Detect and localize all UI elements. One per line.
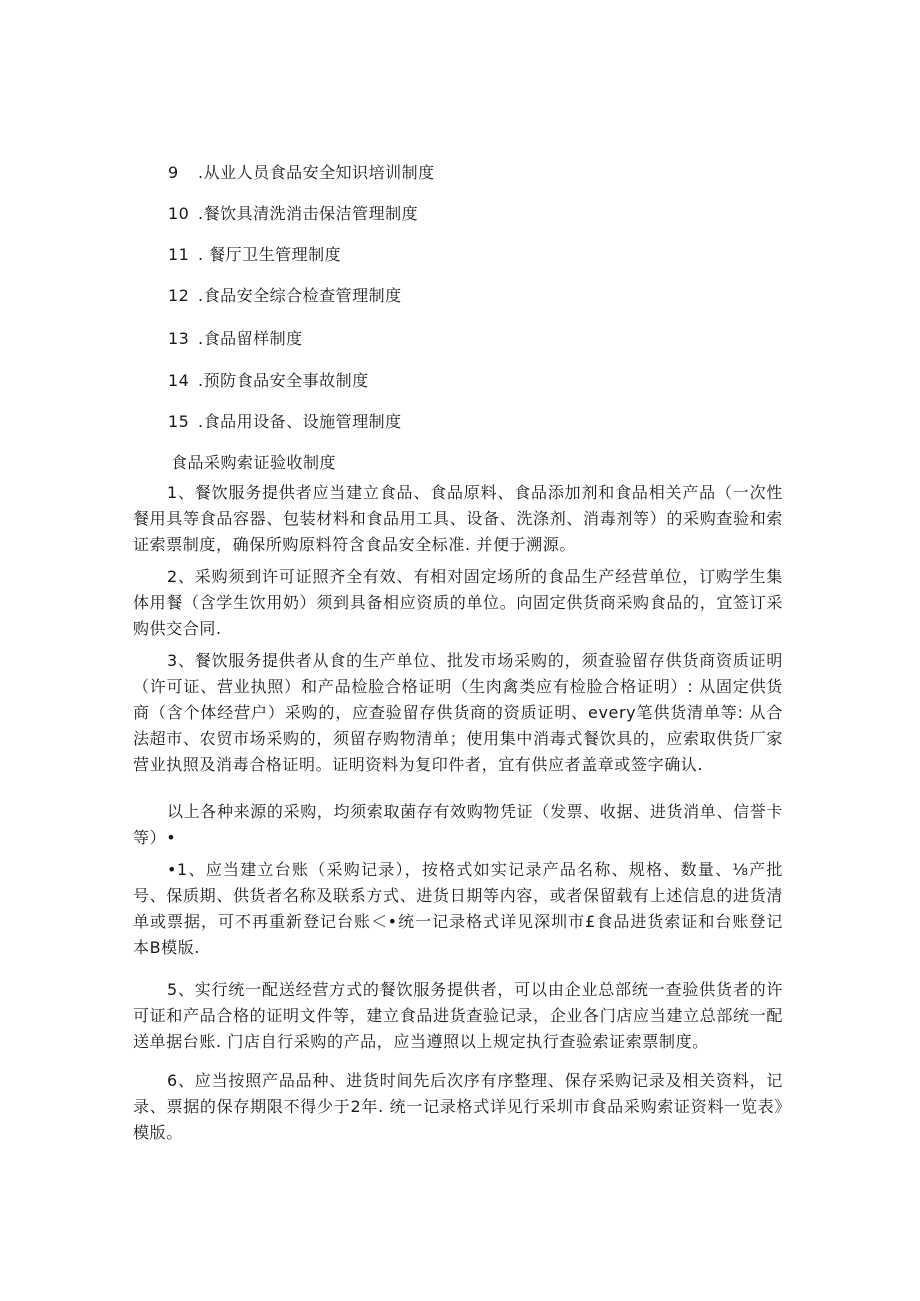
list-item-number: 13 — [168, 329, 190, 348]
list-item-9 — [168, 163, 435, 183]
list-item-text: .预防食品安全事故制度 — [198, 371, 369, 390]
list-item-13 — [168, 329, 303, 349]
paragraph-1: 1、餐饮服务提供者应当建立食品、食品原料、食品添加剂和食品相关产品（一次性餐用具等食品容器、包装材料和食品用工具、设备、洗涤剂、消毒剂等）的采购查验和索证索票制度，确保所购原料符含食品安全标准. 并便于溯源。 — [133, 483, 783, 554]
list-item-number: 14 — [168, 371, 190, 390]
list-item-12 — [168, 286, 402, 306]
list-item-14 — [168, 371, 369, 391]
list-item-number: 11 — [168, 245, 190, 264]
list-item-text: .食品留样制度 — [198, 329, 303, 348]
list-item-text: .餐饮具清洗消击保洁管理制度 — [198, 204, 419, 223]
paragraph-4: 以上各种来源的采购，均须索取菌存有效购物凭证（发票、收据、进货消单、信誉卡等）• — [133, 802, 783, 847]
list-item-number: 12 — [168, 286, 190, 305]
paragraph-3: 3、餐饮服务提供者从食的生产单位、批发市场采购的，须查验留存供货商资质证明（许可证、营业执照）和产品检脸合格证明（生肉禽类应有检脸合格证明）: 从固定供货商（含个体经营户）采购的，应查验留存供货商的资质证明、every笔供货清单等: 从合法超市、农贸市场采购的，须留存购物清单；使用集中消毒式餐饮具的，应索取供货厂家营业执照及消毒合格证明。证明资料为复印件者，宜有供应者盖章或签字确认. — [133, 651, 783, 774]
list-item-text: .从业人员食品安全知识培训制度 — [198, 163, 435, 182]
paragraph-7: 6、应当按照产品品种、进货时间先后次序有序整理、保存采购记录及相关资料，记录、票据的保存期限不得少于2年. 统一记录格式详见行采圳市食品采购索证资料一览表》模版。 — [133, 1071, 783, 1142]
list-item-10 — [168, 204, 418, 224]
list-item-number: 10 — [168, 204, 190, 223]
section-title: 食品采购索证验收制度 — [171, 453, 337, 472]
list-item-text: .食品用设备、设施管理制度 — [198, 412, 402, 431]
paragraph-2: 2、采购须到许可证照齐全有效、有相对固定场所的食品生产经营单位，订购学生集体用餐（含学生饮用奶）须到具备相应资质的单位。向固定供货商采购食品的，宜签订采购供交合同. — [133, 567, 783, 638]
list-item-number: 15 — [168, 412, 190, 431]
list-item-text: . 餐厅卫生管理制度 — [198, 245, 342, 264]
paragraph-5: •1、应当建立台账（采购记录），按格式如实记录产品名称、规格、数量、⅛产批号、保质期、供货者名称及联系方式、进货日期等内容，或者保留载有上述信息的进货清单或票据，可不再重新登记台账＜•统一记录格式详见深圳市£食品进货索证和台账登记本B模版. — [133, 860, 783, 957]
list-item-15 — [168, 412, 402, 432]
list-item-11 — [168, 245, 341, 265]
list-item-number: 9 — [168, 163, 179, 182]
paragraph-6: 5、实行统一配送经营方式的餐饮服务提供者，可以由企业总部统一查验供货者的许可证和产品合格的证明文件等，建立食品进货查验记录，企业各门店应当建立总部统一配送单据台账. 门店自行采购的产品，应当遵照以上规定执行查验索证索票制度。 — [133, 980, 783, 1051]
list-item-text: .食品安全综合检查管理制度 — [198, 286, 402, 305]
